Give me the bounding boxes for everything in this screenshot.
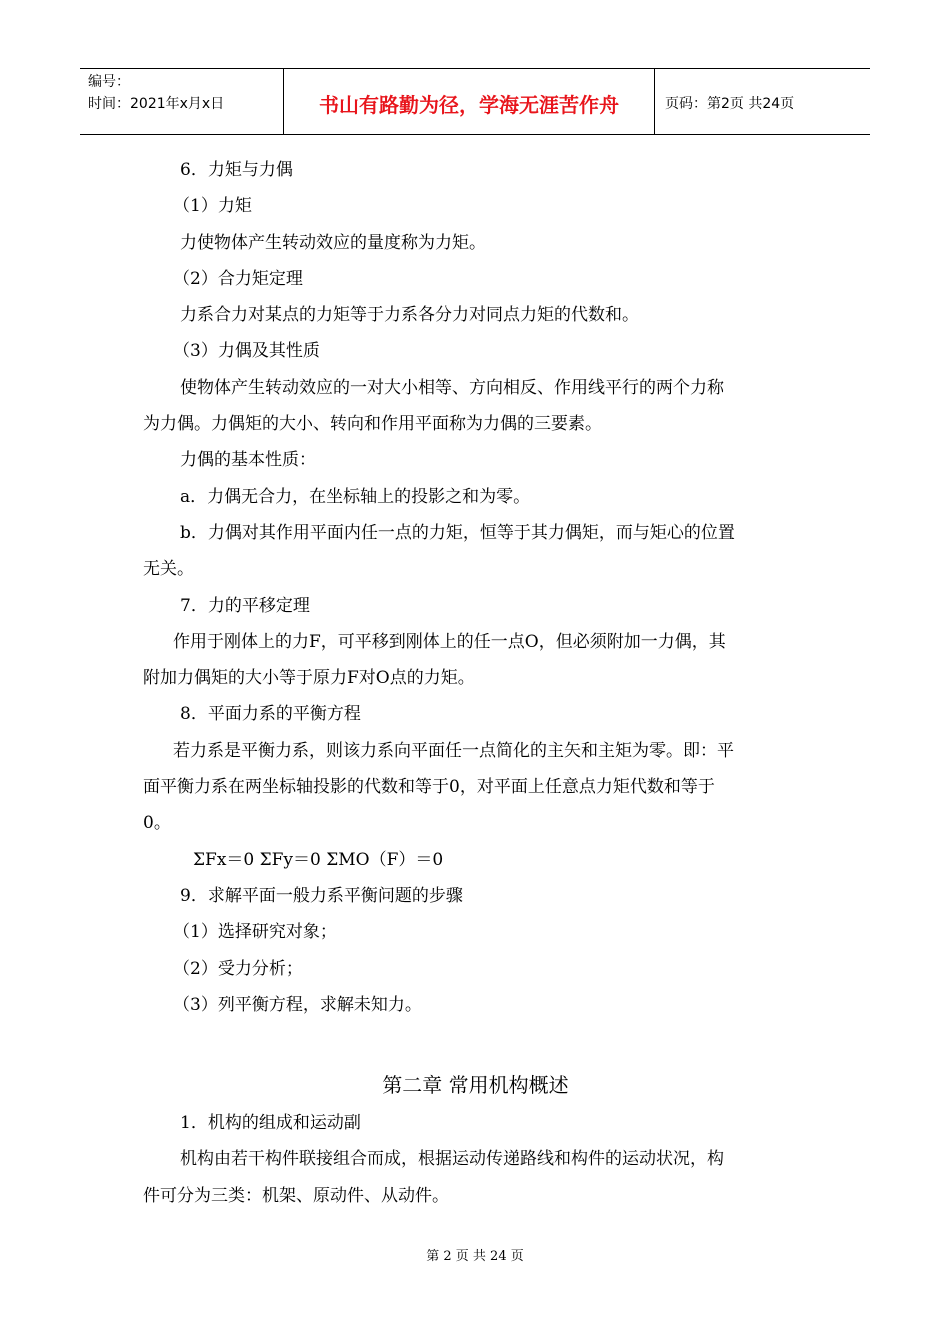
section-heading: 6．力矩与力偶 xyxy=(180,160,293,180)
paragraph-line: 无关。 xyxy=(143,559,194,580)
number-label: 编号： xyxy=(88,74,130,90)
section-heading: 1．机构的组成和运动副 xyxy=(180,1113,361,1134)
list-item: a．力偶无合力，在坐标轴上的投影之和为零。 xyxy=(180,486,531,507)
paragraph-line: 机构由若干构件联接组合而成，根据运动传递路线和构件的运动状况，构 xyxy=(180,1149,724,1170)
page-footer: 第 2 页 共 24 页 xyxy=(426,1249,524,1264)
section-heading: 7．力的平移定理 xyxy=(180,595,310,616)
paragraph-line: 力偶的基本性质： xyxy=(180,450,316,471)
list-item: （1）选择研究对象； xyxy=(173,922,337,943)
paragraph-line: 件可分为三类：机架、原动件、从动件。 xyxy=(143,1185,449,1206)
paragraph-line: 附加力偶矩的大小等于原力F对O点的力矩。 xyxy=(143,668,475,689)
equilibrium-equations: ΣFx＝0 ΣFy＝0 ΣMO（F）＝0 xyxy=(193,849,444,870)
paragraph-line: 为力偶。力偶矩的大小、转向和作用平面称为力偶的三要素。 xyxy=(143,414,602,435)
header-page-info: 页码：第2页 共24页 xyxy=(665,95,795,112)
subsection-heading: （1）力矩 xyxy=(173,196,252,217)
paragraph-line: 面平衡力系在两坐标轴投影的代数和等于0，对平面上任意点力矩代数和等于 xyxy=(143,777,715,798)
paragraph-line: 使物体产生转动效应的一对大小相等、方向相反、作用线平行的两个力称 xyxy=(180,377,724,398)
paragraph-line: 作用于刚体上的力F，可平移到刚体上的任一点O，但必须附加一力偶，其 xyxy=(173,631,726,652)
list-item: （2）受力分析； xyxy=(173,958,303,979)
chapter-title: 第二章 常用机构概述 xyxy=(382,1073,569,1098)
header-meta xyxy=(80,69,283,134)
paragraph-line: 若力系是平衡力系，则该力系向平面任一点简化的主矢和主矩为零。即：平 xyxy=(173,740,734,761)
section-heading: 8．平面力系的平衡方程 xyxy=(180,704,361,725)
paragraph-line: 力使物体产生转动效应的量度称为力矩。 xyxy=(180,232,486,253)
spacer xyxy=(143,1023,808,1065)
document-body xyxy=(143,152,808,1214)
list-item: b．力偶对其作用平面内任一点的力矩，恒等于其力偶矩，而与矩心的位置 xyxy=(180,522,735,543)
subsection-heading: （3）力偶及其性质 xyxy=(173,341,320,362)
section-heading: 9．求解平面一般力系平衡问题的步骤 xyxy=(180,885,463,906)
subsection-heading: （2）合力矩定理 xyxy=(173,268,303,289)
header-motto: 书山有路勤为径，学海无涯苦作舟 xyxy=(283,69,655,134)
list-item: （3）列平衡方程，求解未知力。 xyxy=(173,994,422,1015)
page-header xyxy=(80,68,870,135)
paragraph-line: 力系合力对某点的力矩等于力系各分力对同点力矩的代数和。 xyxy=(180,305,639,326)
time-label: 时间：2021年x月x日 xyxy=(88,96,225,112)
paragraph-line: 0。 xyxy=(143,813,171,834)
